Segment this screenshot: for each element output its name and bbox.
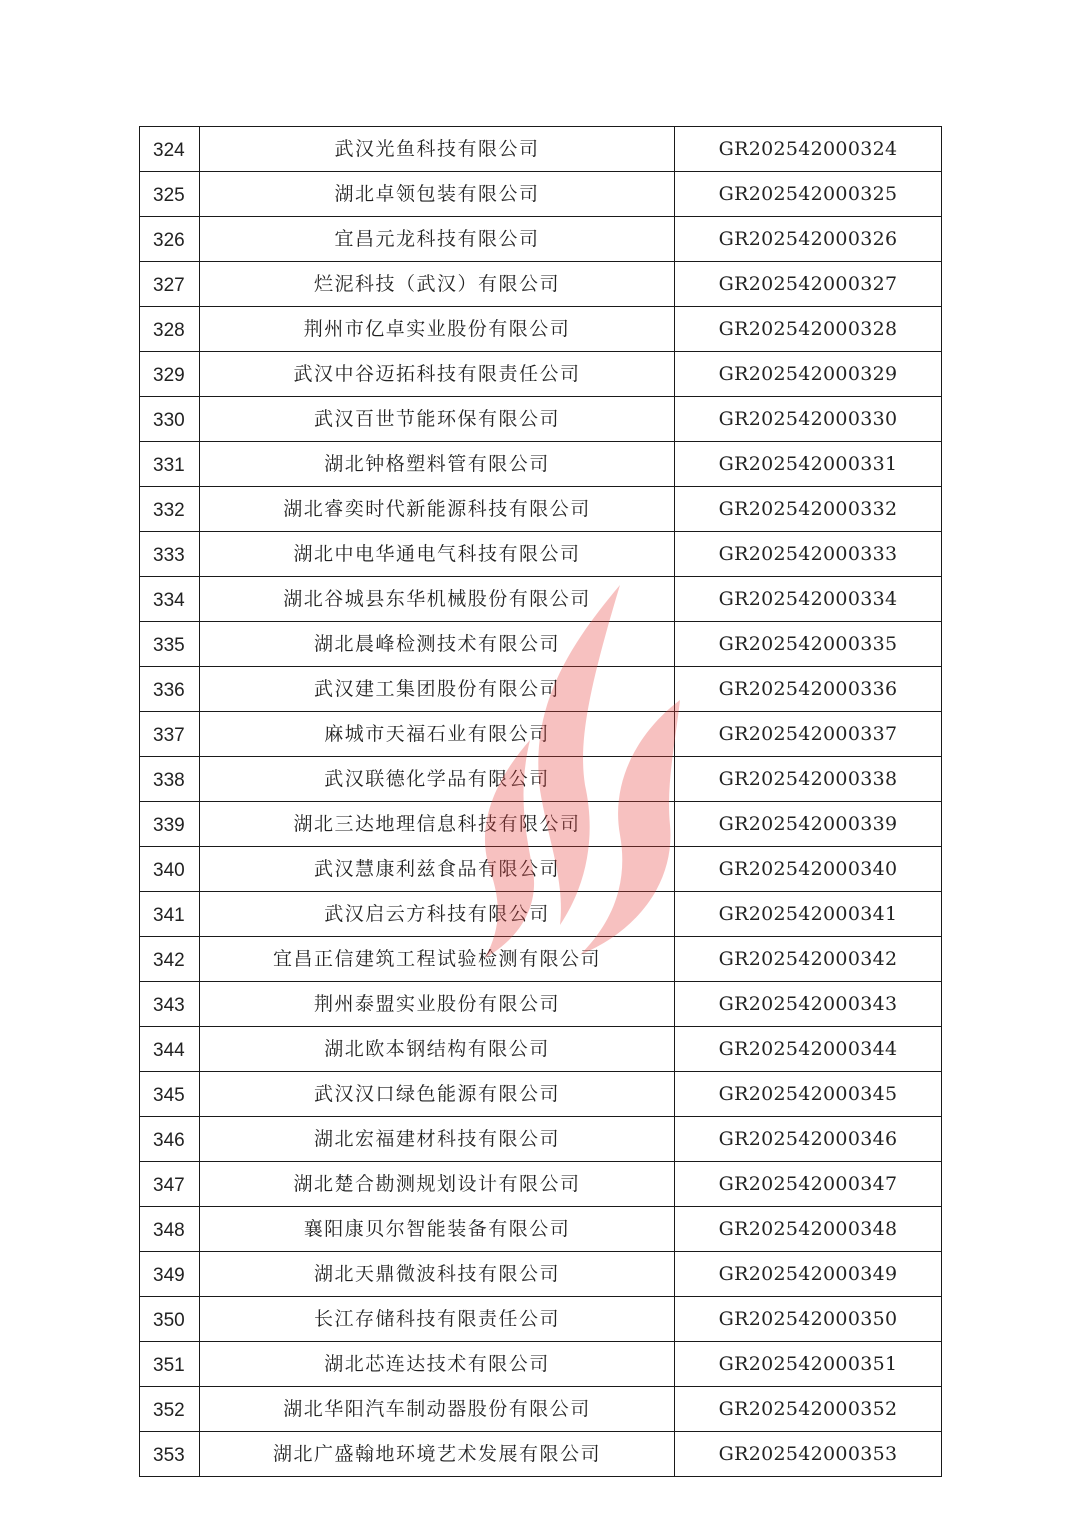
certificate-code: GR202542000332	[675, 487, 942, 532]
company-name: 宜昌正信建筑工程试验检测有限公司	[200, 937, 675, 982]
row-number: 353	[140, 1432, 200, 1477]
row-number: 334	[140, 577, 200, 622]
row-number: 338	[140, 757, 200, 802]
company-name: 湖北天鼎微波科技有限公司	[200, 1252, 675, 1297]
company-list-table	[139, 126, 942, 1477]
row-number: 340	[140, 847, 200, 892]
row-number: 348	[140, 1207, 200, 1252]
certificate-code: GR202542000336	[675, 667, 942, 712]
certificate-code: GR202542000344	[675, 1027, 942, 1072]
table-row	[140, 217, 942, 262]
company-name: 武汉慧康利兹食品有限公司	[200, 847, 675, 892]
certificate-code: GR202542000338	[675, 757, 942, 802]
company-name: 湖北钟格塑料管有限公司	[200, 442, 675, 487]
certificate-code: GR202542000328	[675, 307, 942, 352]
certificate-code: GR202542000329	[675, 352, 942, 397]
table-row	[140, 622, 942, 667]
table-row	[140, 847, 942, 892]
certificate-code: GR202542000350	[675, 1297, 942, 1342]
table-row	[140, 307, 942, 352]
table-row	[140, 172, 942, 217]
table-row	[140, 1027, 942, 1072]
table-row	[140, 802, 942, 847]
table-row	[140, 487, 942, 532]
row-number: 329	[140, 352, 200, 397]
certificate-code: GR202542000343	[675, 982, 942, 1027]
table-row	[140, 352, 942, 397]
certificate-code: GR202542000326	[675, 217, 942, 262]
company-list-body	[140, 127, 942, 1477]
row-number: 331	[140, 442, 200, 487]
row-number: 326	[140, 217, 200, 262]
company-name: 湖北卓领包装有限公司	[200, 172, 675, 217]
company-name: 武汉百世节能环保有限公司	[200, 397, 675, 442]
table-row	[140, 1342, 942, 1387]
company-name: 荆州泰盟实业股份有限公司	[200, 982, 675, 1027]
certificate-code: GR202542000333	[675, 532, 942, 577]
table-row	[140, 757, 942, 802]
table-row	[140, 1072, 942, 1117]
certificate-code: GR202542000349	[675, 1252, 942, 1297]
row-number: 352	[140, 1387, 200, 1432]
table-row	[140, 1252, 942, 1297]
certificate-code: GR202542000352	[675, 1387, 942, 1432]
row-number: 327	[140, 262, 200, 307]
row-number: 342	[140, 937, 200, 982]
row-number: 343	[140, 982, 200, 1027]
table-row	[140, 892, 942, 937]
table-row	[140, 667, 942, 712]
table-row	[140, 577, 942, 622]
company-name: 湖北睿奕时代新能源科技有限公司	[200, 487, 675, 532]
table-row	[140, 712, 942, 757]
company-name: 武汉建工集团股份有限公司	[200, 667, 675, 712]
company-name: 襄阳康贝尔智能装备有限公司	[200, 1207, 675, 1252]
row-number: 325	[140, 172, 200, 217]
row-number: 328	[140, 307, 200, 352]
company-name: 湖北华阳汽车制动器股份有限公司	[200, 1387, 675, 1432]
company-name: 湖北中电华通电气科技有限公司	[200, 532, 675, 577]
row-number: 341	[140, 892, 200, 937]
certificate-code: GR202542000331	[675, 442, 942, 487]
table-row	[140, 262, 942, 307]
table-row	[140, 1117, 942, 1162]
table-row	[140, 1297, 942, 1342]
row-number: 332	[140, 487, 200, 532]
certificate-code: GR202542000345	[675, 1072, 942, 1117]
certificate-code: GR202542000340	[675, 847, 942, 892]
row-number: 345	[140, 1072, 200, 1117]
company-name: 宜昌元龙科技有限公司	[200, 217, 675, 262]
company-name: 湖北欧本钢结构有限公司	[200, 1027, 675, 1072]
company-name: 荆州市亿卓实业股份有限公司	[200, 307, 675, 352]
certificate-code: GR202542000325	[675, 172, 942, 217]
certificate-code: GR202542000341	[675, 892, 942, 937]
certificate-code: GR202542000334	[675, 577, 942, 622]
table-row	[140, 442, 942, 487]
company-name: 武汉中谷迈拓科技有限责任公司	[200, 352, 675, 397]
company-name: 长江存储科技有限责任公司	[200, 1297, 675, 1342]
company-name: 烂泥科技（武汉）有限公司	[200, 262, 675, 307]
row-number: 339	[140, 802, 200, 847]
table-row	[140, 1162, 942, 1207]
certificate-code: GR202542000347	[675, 1162, 942, 1207]
row-number: 335	[140, 622, 200, 667]
table-row	[140, 532, 942, 577]
certificate-code: GR202542000327	[675, 262, 942, 307]
table-row	[140, 1387, 942, 1432]
row-number: 337	[140, 712, 200, 757]
company-name: 湖北三达地理信息科技有限公司	[200, 802, 675, 847]
table-row	[140, 1432, 942, 1477]
company-name: 湖北广盛翰地环境艺术发展有限公司	[200, 1432, 675, 1477]
row-number: 346	[140, 1117, 200, 1162]
certificate-code: GR202542000324	[675, 127, 942, 172]
certificate-code: GR202542000337	[675, 712, 942, 757]
company-name: 湖北芯连达技术有限公司	[200, 1342, 675, 1387]
certificate-code: GR202542000348	[675, 1207, 942, 1252]
row-number: 351	[140, 1342, 200, 1387]
row-number: 324	[140, 127, 200, 172]
company-name: 武汉启云方科技有限公司	[200, 892, 675, 937]
table-row	[140, 397, 942, 442]
company-name: 湖北晨峰检测技术有限公司	[200, 622, 675, 667]
row-number: 349	[140, 1252, 200, 1297]
company-name: 湖北谷城县东华机械股份有限公司	[200, 577, 675, 622]
table-row	[140, 937, 942, 982]
table-row	[140, 127, 942, 172]
row-number: 336	[140, 667, 200, 712]
company-name: 湖北宏福建材科技有限公司	[200, 1117, 675, 1162]
certificate-code: GR202542000346	[675, 1117, 942, 1162]
row-number: 344	[140, 1027, 200, 1072]
company-name: 麻城市天福石业有限公司	[200, 712, 675, 757]
company-name: 湖北楚合勘测规划设计有限公司	[200, 1162, 675, 1207]
certificate-code: GR202542000339	[675, 802, 942, 847]
row-number: 350	[140, 1297, 200, 1342]
table-row	[140, 982, 942, 1027]
row-number: 333	[140, 532, 200, 577]
certificate-code: GR202542000353	[675, 1432, 942, 1477]
certificate-code: GR202542000330	[675, 397, 942, 442]
company-name: 武汉汉口绿色能源有限公司	[200, 1072, 675, 1117]
certificate-code: GR202542000342	[675, 937, 942, 982]
company-name: 武汉联德化学品有限公司	[200, 757, 675, 802]
table-row	[140, 1207, 942, 1252]
certificate-code: GR202542000335	[675, 622, 942, 667]
row-number: 347	[140, 1162, 200, 1207]
certificate-code: GR202542000351	[675, 1342, 942, 1387]
company-name: 武汉光鱼科技有限公司	[200, 127, 675, 172]
row-number: 330	[140, 397, 200, 442]
